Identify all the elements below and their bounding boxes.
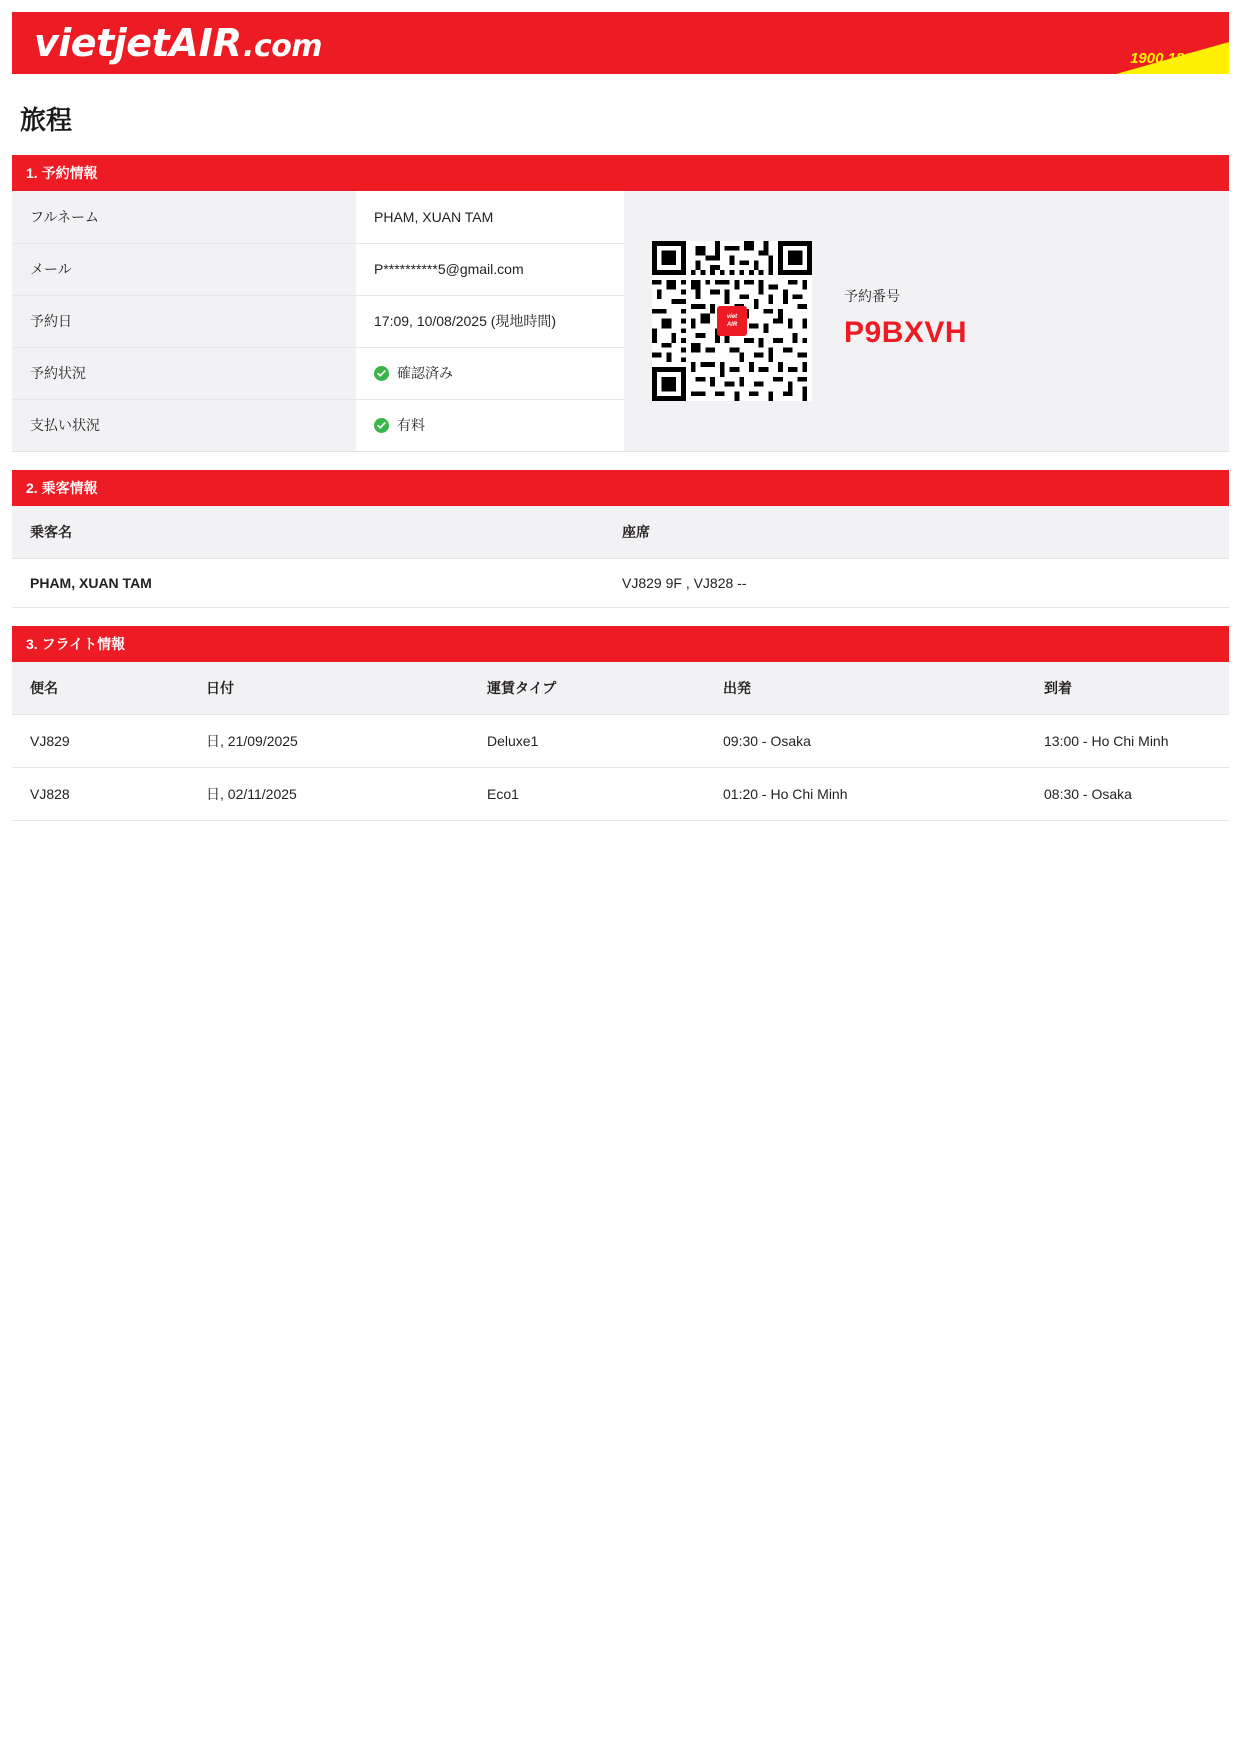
- table-row: [12, 715, 1229, 768]
- passenger-col-seat: 座席: [604, 506, 1229, 559]
- pnr-code: P9BXVH: [844, 316, 968, 349]
- booking-value-status: [356, 347, 624, 399]
- page-title: 旅程: [20, 105, 73, 135]
- hotline-number: 1900 1886: [1130, 50, 1201, 67]
- itinerary-page: [0, 0, 1241, 821]
- table-row: [12, 191, 624, 243]
- booking-label-date: 予約日: [12, 295, 356, 347]
- flight-departure: 01:20 - Ho Chi Minh: [705, 768, 1026, 821]
- logo-text-viet: viet: [34, 21, 114, 65]
- booking-value-date: 17:09, 10/08/2025 (現地時間): [356, 295, 624, 347]
- booking-info-panel: [12, 191, 1229, 452]
- flight-number: VJ829: [12, 715, 188, 768]
- passenger-col-name: 乗客名: [12, 506, 604, 559]
- flight-col-fare: 運賃タイプ: [469, 662, 705, 715]
- pnr-label: 予約番号: [844, 288, 900, 304]
- passenger-table: [12, 506, 1229, 608]
- logo-text-dotcom: .com: [243, 29, 323, 64]
- flight-fare-type: Deluxe1: [469, 715, 705, 768]
- flight-arrival: 08:30 - Osaka: [1026, 768, 1229, 821]
- booking-status-text: 確認済み: [397, 365, 453, 381]
- section-header-booking: 1. 予約情報: [12, 155, 1229, 191]
- passenger-seats: VJ829 9F , VJ828 --: [604, 559, 1229, 608]
- flight-arrival: 13:00 - Ho Chi Minh: [1026, 715, 1229, 768]
- flight-fare-type: Eco1: [469, 768, 705, 821]
- check-circle-icon: [374, 366, 389, 381]
- table-header-row: [12, 662, 1229, 715]
- check-circle-icon: [374, 418, 389, 433]
- flight-col-date: 日付: [188, 662, 469, 715]
- booking-label-fullname: フルネーム: [12, 191, 356, 243]
- section-header-passenger: 2. 乗客情報: [12, 470, 1229, 506]
- flight-date: 日, 02/11/2025: [188, 768, 469, 821]
- flight-table: [12, 662, 1229, 821]
- qr-logo-line2: AIR: [726, 322, 738, 328]
- logo-text-jet: jet: [113, 21, 170, 65]
- booking-label-payment: 支払い状況: [12, 399, 356, 451]
- table-header-row: [12, 506, 1229, 559]
- table-row: [12, 399, 624, 451]
- qr-logo-line1: viet: [726, 314, 738, 320]
- section-header-flight: 3. フライト情報: [12, 626, 1229, 662]
- qr-code-image: [652, 241, 812, 401]
- table-row: [12, 559, 1229, 608]
- booking-value-email: P**********5@gmail.com: [356, 243, 624, 295]
- passenger-name: PHAM, XUAN TAM: [12, 559, 604, 608]
- booking-info-table: [12, 191, 624, 451]
- site-header: [12, 12, 1229, 74]
- booking-value-fullname: PHAM, XUAN TAM: [356, 191, 624, 243]
- pnr-block: [844, 286, 967, 356]
- payment-status-text: 有料: [397, 417, 425, 434]
- flight-col-number: 便名: [12, 662, 188, 715]
- flight-date: 日, 21/09/2025: [188, 715, 469, 768]
- table-row: [12, 768, 1229, 821]
- booking-label-email: メール: [12, 243, 356, 295]
- flight-number: VJ828: [12, 768, 188, 821]
- table-row: [12, 295, 624, 347]
- flight-col-departure: 出発: [705, 662, 1026, 715]
- table-row: [12, 347, 624, 399]
- logo-text-air: AIR: [169, 21, 243, 65]
- table-row: [12, 243, 624, 295]
- flight-col-arrival: 到着: [1026, 662, 1229, 715]
- flight-departure: 09:30 - Osaka: [705, 715, 1026, 768]
- qr-center-logo: [717, 306, 747, 336]
- qr-panel: [624, 191, 1229, 451]
- booking-value-payment: [356, 399, 624, 451]
- booking-label-status: 予約状況: [12, 347, 356, 399]
- vietjet-logo: [34, 21, 323, 65]
